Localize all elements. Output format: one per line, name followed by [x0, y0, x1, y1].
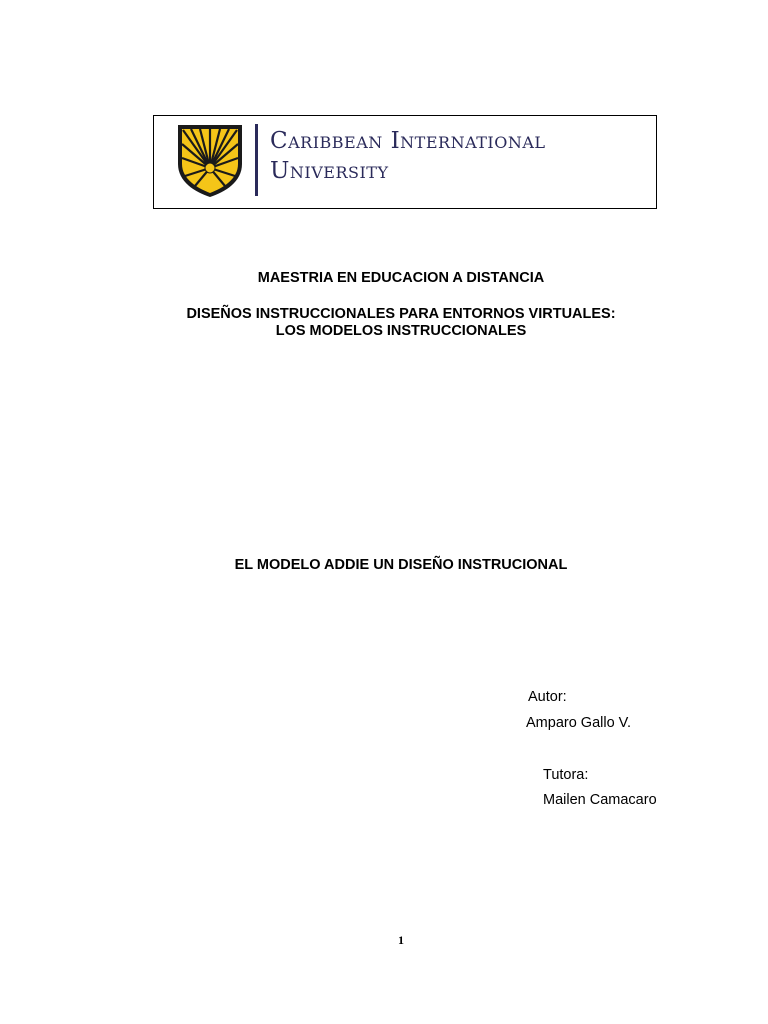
university-shield-icon — [177, 124, 243, 198]
tutor-name: Mailen Camacaro — [543, 792, 657, 808]
university-name-line1: Caribbean International — [270, 128, 546, 154]
university-name-line2: University — [270, 158, 389, 184]
author-label: Autor: — [528, 689, 567, 705]
course-title-line2: LOS MODELOS INSTRUCCIONALES — [275, 323, 527, 339]
course-title-line1: DISEÑOS INSTRUCCIONALES PARA ENTORNOS VIRTUALES: — [186, 306, 616, 322]
author-name: Amparo Gallo V. — [526, 715, 632, 731]
logo-divider — [255, 124, 258, 196]
program-title: MAESTRIA EN EDUCACION A DISTANCIA — [257, 270, 545, 286]
page-number: 1 — [398, 933, 404, 947]
tutor-label: Tutora: — [543, 767, 589, 783]
university-logo-box — [153, 115, 657, 209]
document-topic: EL MODELO ADDIE UN DISEÑO INSTRUCIONAL — [234, 557, 568, 573]
